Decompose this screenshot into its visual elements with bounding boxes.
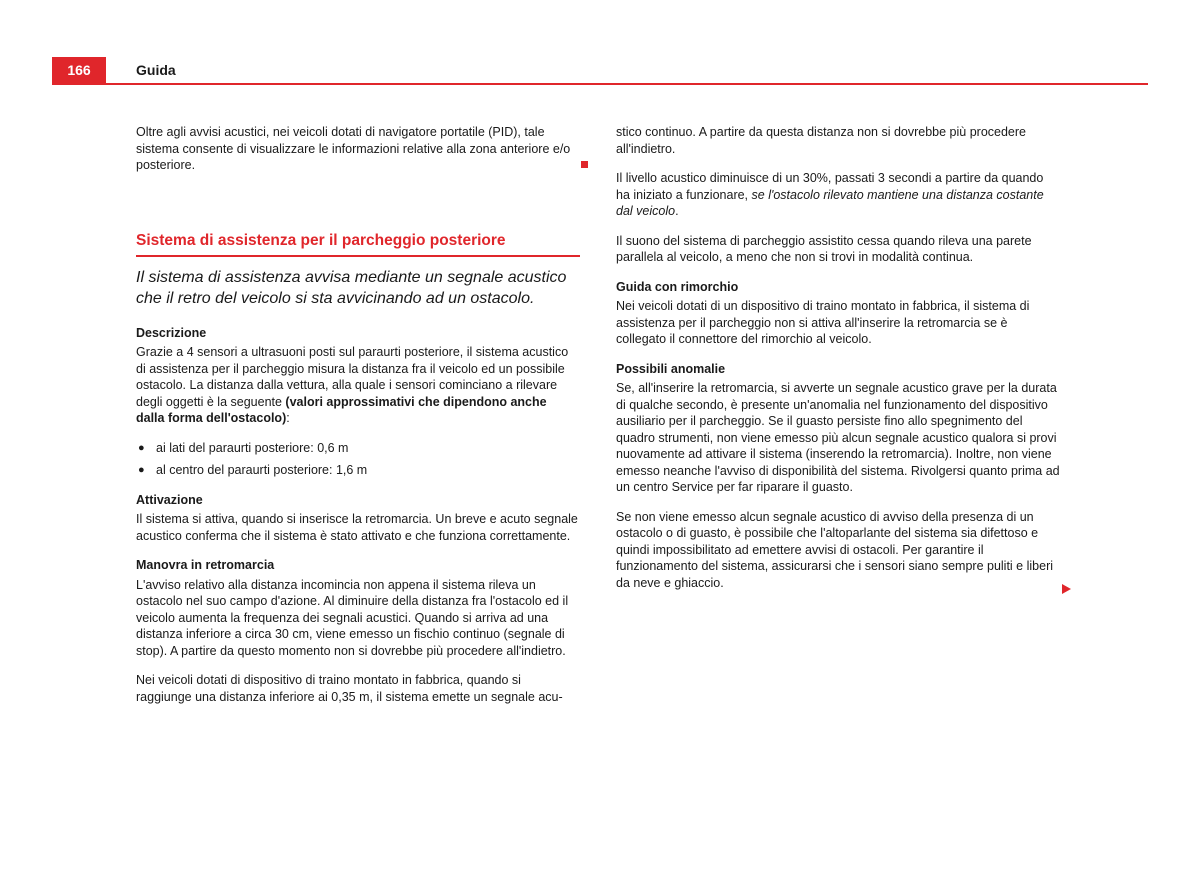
volume-italic-text: se l'ostacolo rilevato mantiene una distanza costante dal veicolo	[616, 187, 1044, 218]
lead-text: Il sistema di assistenza avvisa mediante un segnale acustico che il retro del veicolo si sta avvicinando ad un ostacolo.	[136, 268, 567, 307]
left-column	[136, 124, 578, 718]
page-number: 166	[52, 57, 106, 84]
intro-paragraph: Oltre agli avvisi acustici, nei veicoli dotati di navigatore portatile (PID), tale sistema consente di visualizzare le informazioni relative alla zona anteriore e/o posteriore.	[136, 125, 571, 172]
page-header	[0, 0, 1200, 90]
section-title: Guida	[136, 62, 176, 78]
list-item-text: ai lati del paraurti posteriore: 0,6 m	[156, 440, 349, 455]
rimorchio-heading: Guida con rimorchio	[616, 279, 739, 294]
right-column	[616, 124, 1060, 604]
attivazione-heading: Attivazione	[136, 492, 203, 507]
volume-paragraph	[616, 170, 1060, 220]
bullet-icon: ●	[138, 441, 145, 454]
volume-text: Il livello acustico diminuisce di un 30%, passati 3 secondi a partire da quando ha iniziato a funzionare,	[616, 171, 1044, 202]
descrizione-heading: Descrizione	[136, 325, 207, 340]
continue-arrow-icon	[1062, 584, 1071, 594]
volume-text-end: .	[675, 204, 679, 218]
manovra-paragraph: L'avviso relativo alla distanza incomincia non appena il sistema rileva un ostacolo nel suo campo d'azione. Al diminuire della distanza fra l'ostacolo ed il veicolo aumenta la frequenza dei segnali acustici. Quando si arriva ad una distanza inferiore a circa 30 cm, viene emesso un fischio continuo (segnale di stop). A partire da questo momento non si dovrebbe più procedere all'indietro.	[136, 577, 569, 658]
manovra-heading: Manovra in retromarcia	[136, 558, 275, 572]
anomalie-paragraph: Se, all'inserire la retromarcia, si avverte un segnale acustico grave per la durata di qualche secondo, è presente un'anomalia nel funzionamento del dispositivo ausiliario per il parcheggio. Se il guasto persiste fino allo spegnimento del quadro strumenti, non viene emesso più alcun segnale acustico qualora si provi nuovamente ad attivare il sistema (inserendo la retromarcia). Inoltre, non viene emesso neanche l'avviso di disponibilità del sistema. Rivolgersi quanto prima ad un centro Service per far riparare il guasto.	[616, 381, 1060, 494]
continuation-paragraph: stico continuo. A partire da questa distanza non si dovrebbe più procedere all'indietro.	[616, 125, 1026, 156]
anomalie-heading: Possibili anomalie	[616, 361, 726, 376]
header-divider	[52, 83, 1148, 85]
list-item	[136, 440, 578, 457]
bullet-icon: ●	[138, 464, 145, 476]
descrizione-text: Grazie a 4 sensori a ultrasuoni posti sul paraurti posteriore, il sistema acustico di assistenza per il parcheggio misura la distanza fra il veicolo ed un possibile ostacolo. La distanza dalla vettura, alla quale i sensori cominciano a rilevare degli oggetti è la seguente	[136, 345, 569, 409]
rimorchio-paragraph: Nei veicoli dotati di un dispositivo di traino montato in fabbrica, il sistema di assistenza per il parcheggio non si attiva all'inserire la retromarcia se è collegato il connettore del rimorchio al veicolo.	[616, 299, 1030, 346]
wall-paragraph: Il suono del sistema di parcheggio assistito cessa quando rileva una parete parallela al veicolo, a meno che non si trovi in modalità continua.	[616, 233, 1032, 264]
descrizione-paragraph	[136, 344, 578, 427]
descrizione-bold-text: (valori approssimativi che dipendono anche dalla forma dell'ostacolo)	[136, 394, 547, 425]
manovra-paragraph-2: Nei veicoli dotati di dispositivo di traino montato in fabbrica, quando si raggiunge una distanza inferiore ai 0,35 m, il sistema emette un segnale acu-	[136, 673, 563, 704]
distance-list	[136, 440, 578, 479]
list-item	[136, 462, 578, 479]
attivazione-paragraph: Il sistema si attiva, quando si inserisce la retromarcia. Un breve e acuto segnale acustico conferma che il sistema è stato attivato e che funziona correttamente.	[136, 512, 578, 543]
section-heading: Sistema di assistenza per il parcheggio posteriore	[136, 231, 580, 257]
section-end-icon	[581, 161, 588, 168]
anomalie-paragraph-2: Se non viene emesso alcun segnale acustico di avviso della presenza di un ostacolo o di guasto, è possibile che l'altoparlante del sistema sia difettoso e quindi impossibilitato ad emettere avvisi di ostacoli. Per garantire il funzionamento del sistema, assicurarsi che i sensori siano sempre puliti e liberi da neve e ghiaccio.	[616, 509, 1054, 590]
list-item-text: al centro del paraurti posteriore: 1,6 m	[156, 463, 368, 477]
descrizione-text-end: :	[286, 411, 290, 425]
